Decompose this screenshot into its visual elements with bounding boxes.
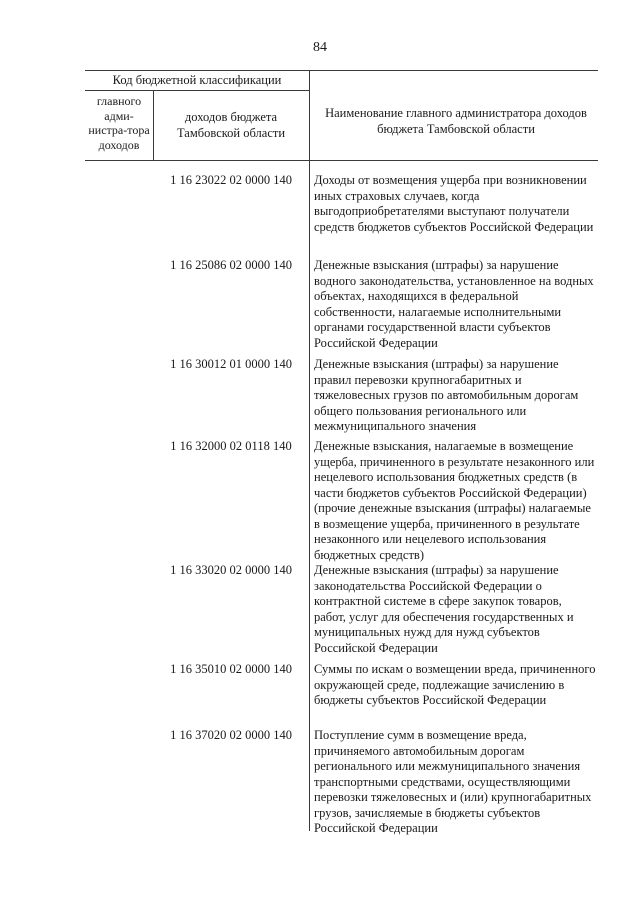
row-code: 1 16 32000 02 0118 140	[170, 439, 292, 453]
row-description: Суммы по искам о возмещении вреда, причиненного окружающей среде, подлежащие зачислению в бюджеты субъектов Российской Федерации	[314, 662, 596, 707]
header-split-line	[85, 90, 309, 91]
row-description: Денежные взыскания (штрафы) за нарушение законодательства Российской Федерации о контрактной системе в сфере закупок товаров, работ, услуг для обеспечения государственных и муниципальных нужд для нужд субъектов Российской Федерации	[314, 563, 574, 655]
row-description: Денежные взыскания (штрафы) за нарушение водного законодательства, установленное на водных объектах, находящихся в федеральной собственности, налагаемые исполнительными органами государственной власти субъектов Российской Федерации	[314, 258, 594, 350]
row-code: 1 16 25086 02 0000 140	[170, 258, 292, 272]
budget-classification-table	[85, 70, 598, 835]
name-column-header: Наименование главного администратора доходов бюджета Тамбовской области	[325, 106, 587, 136]
row-description: Денежные взыскания, налагаемые в возмещение ущерба, причиненного в результате незаконного или нецелевого использования бюджетных средств (в части бюджетов субъектов Российской Федерации) (прочие денежные взыскания (штрафы) налагаемые в возмещение ущерба, причиненного в результате незаконного или нецелевого использования бюджетных средств)	[314, 439, 595, 562]
header-bottom-border	[85, 160, 598, 161]
regional-income-header: доходов бюджета Тамбовской области	[176, 110, 286, 140]
row-code: 1 16 23022 02 0000 140	[170, 173, 292, 187]
table-top-border	[85, 70, 598, 71]
row-code: 1 16 35010 02 0000 140	[170, 662, 292, 676]
row-description: Доходы от возмещения ущерба при возникновении иных страховых случаев, когда выгодоприобретателями выступают получатели средств бюджетов субъектов Российской Федерации	[314, 173, 594, 234]
row-code: 1 16 33020 02 0000 140	[170, 563, 292, 577]
page-number: 84	[313, 40, 327, 55]
row-code: 1 16 30012 01 0000 140	[170, 357, 292, 371]
row-description: Денежные взыскания (штрафы) за нарушение правил перевозки крупногабаритных и тяжеловесных грузов по автомобильным дорогам общего пользования регионального или межмуниципального значения	[314, 357, 579, 433]
classification-header: Код бюджетной классификации	[112, 73, 282, 87]
row-code: 1 16 37020 02 0000 140	[170, 728, 292, 742]
row-description: Поступление сумм в возмещение вреда, причиняемого автомобильным дорогам регионального или межмуниципального значения транспортными средствами, осуществляющими перевозки тяжеловесных и (или) крупногабаритных грузов, зачисляемые в бюджеты субъектов Российской Федерации	[314, 728, 592, 835]
chief-admin-header: главного адми-нистра-тора доходов	[88, 94, 150, 152]
column-divider-2	[309, 70, 310, 831]
column-divider-1	[153, 90, 154, 160]
